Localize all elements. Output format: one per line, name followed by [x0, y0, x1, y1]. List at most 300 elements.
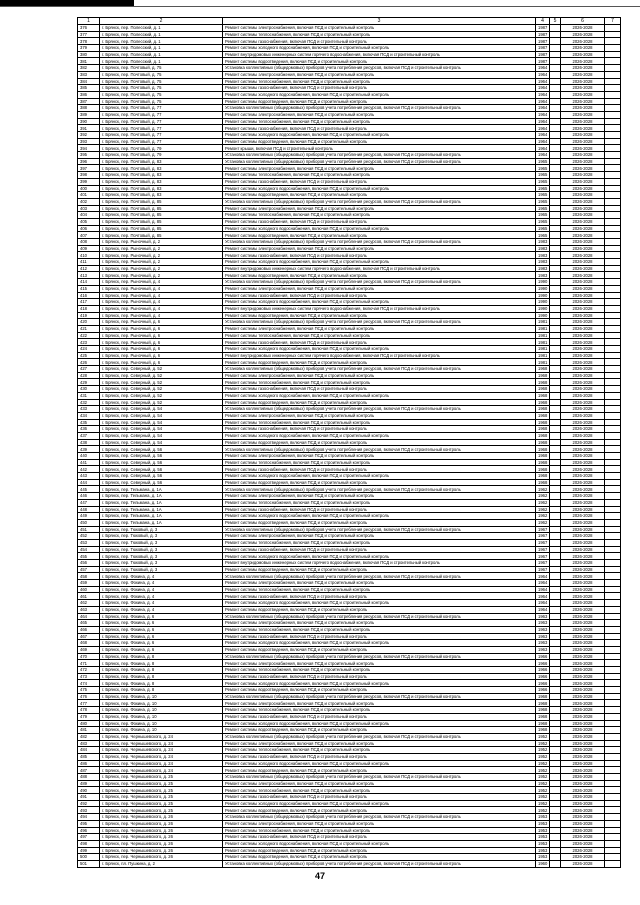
col7-value: [605, 733, 621, 740]
repair-period: 2026-2028: [561, 379, 605, 386]
work-type: Ремонт системы теплоснабжения, включая ПСД и строительный контроль: [223, 419, 536, 426]
row-number: 462: [78, 600, 100, 607]
col7-value: [605, 91, 621, 98]
col5-value: [550, 814, 561, 821]
col5-value: [550, 653, 561, 660]
house-address: г. Брянск, пер. Фокина, д. 4: [100, 580, 223, 587]
row-number: 479: [78, 713, 100, 720]
house-address: г. Брянск, пер. Фокина, д. 10: [100, 713, 223, 720]
table-row: [78, 626, 621, 633]
repair-period: 2026-2028: [561, 519, 605, 526]
page-number: 47: [314, 871, 325, 881]
work-type: Установка коллективных (общедомовых) приборов учета потребления ресурсов, включая ПСД и строительный контроль: [223, 366, 536, 373]
col5-value: [550, 332, 561, 339]
row-number: 417: [78, 299, 100, 306]
repair-period: 2026-2028: [561, 419, 605, 426]
col5-value: [550, 780, 561, 787]
house-address: г. Брянск, пер. Полесский, д. 1: [100, 51, 223, 58]
build-year: 1968: [536, 479, 550, 486]
house-address: г. Брянск, пер. Рыночный, д. 4: [100, 312, 223, 319]
row-number: 471: [78, 660, 100, 667]
house-address: г. Брянск, пер. Почтовый, д. 75: [100, 98, 223, 105]
col5-value: [550, 91, 561, 98]
build-year: 1964: [536, 606, 550, 613]
house-address: г. Брянск, пер. Почтовый, д. 85: [100, 205, 223, 212]
row-number: 385: [78, 85, 100, 92]
house-address: г. Брянск, пер. Полесский, д. 1: [100, 25, 223, 32]
col5-value: [550, 707, 561, 714]
repair-period: 2026-2028: [561, 840, 605, 847]
capital-repair-table: [77, 17, 621, 868]
house-address: г. Брянск, пер. Северный, д. 54: [100, 439, 223, 446]
col7-value: [605, 606, 621, 613]
repair-period: 2026-2028: [561, 673, 605, 680]
table-row: [78, 71, 621, 78]
table-row: [78, 613, 621, 620]
house-address: г. Брянск, пер. Фокина, д. 6: [100, 646, 223, 653]
house-address: г. Брянск, пер. Тюковый, д. 3: [100, 526, 223, 533]
table-row: [78, 600, 621, 607]
col5-value: [550, 820, 561, 827]
work-type: Ремонт системы электроснабжения, включая ПСД и строительный контроль: [223, 372, 536, 379]
repair-period: 2026-2028: [561, 560, 605, 567]
repair-period: 2026-2028: [561, 633, 605, 640]
house-address: г. Брянск, пер. Фокина, д. 4: [100, 586, 223, 593]
build-year: 1964: [536, 132, 550, 139]
row-number: 397: [78, 165, 100, 172]
col5-value: [550, 118, 561, 125]
col5-value: [550, 753, 561, 760]
col5-value: [550, 346, 561, 353]
build-year: 1967: [536, 546, 550, 553]
row-number: 467: [78, 633, 100, 640]
repair-period: 2026-2028: [561, 767, 605, 774]
build-year: 1965: [536, 218, 550, 225]
repair-period: 2026-2028: [561, 787, 605, 794]
col-header-6: 6: [561, 18, 605, 25]
build-year: 1983: [536, 272, 550, 279]
row-number: 403: [78, 205, 100, 212]
row-number: 481: [78, 727, 100, 734]
build-year: 1965: [536, 172, 550, 179]
build-year: 1962: [536, 486, 550, 493]
work-type: Ремонт системы электроснабжения, включая ПСД и строительный контроль: [223, 493, 536, 500]
build-year: 1964: [536, 85, 550, 92]
col5-value: [550, 285, 561, 292]
col5-value: [550, 733, 561, 740]
build-year: 1952: [536, 767, 550, 774]
col5-value: [550, 138, 561, 145]
col5-value: [550, 372, 561, 379]
work-type: Ремонт системы газоснабжения, включая ПСД и строительный контроль: [223, 178, 536, 185]
table-row: [78, 767, 621, 774]
col7-value: [605, 720, 621, 727]
house-address: г. Брянск, пер. Северный, д. 54: [100, 412, 223, 419]
row-number: 430: [78, 386, 100, 393]
repair-period: 2026-2028: [561, 111, 605, 118]
table-row: [78, 753, 621, 760]
row-number: 432: [78, 399, 100, 406]
col7-value: [605, 519, 621, 526]
work-type: Установка коллективных (общедомовых) приборов учета потребления ресурсов, включая ПСД и строительный контроль: [223, 198, 536, 205]
house-address: г. Брянск, пер. Рыночный, д. 4: [100, 305, 223, 312]
build-year: 1983: [536, 245, 550, 252]
house-address: г. Брянск, пер. Северный, д. 54: [100, 419, 223, 426]
col7-value: [605, 145, 621, 152]
work-type: Ремонт системы теплоснабжения, включая ПСД и строительный контроль: [223, 586, 536, 593]
col5-value: [550, 840, 561, 847]
work-type: Ремонт системы водоотведения, включая ПСД и строительный контроль: [223, 479, 536, 486]
table-row: [78, 339, 621, 346]
row-number: 492: [78, 800, 100, 807]
row-number: 411: [78, 259, 100, 266]
build-year: 1968: [536, 432, 550, 439]
col5-value: [550, 85, 561, 92]
col5-value: [550, 713, 561, 720]
row-number: 408: [78, 239, 100, 246]
work-type: Установка коллективных (общедомовых) приборов учета потребления ресурсов, включая ПСД и строительный контроль: [223, 693, 536, 700]
build-year: 1952: [536, 787, 550, 794]
row-number: 448: [78, 506, 100, 513]
col7-value: [605, 239, 621, 246]
row-number: 487: [78, 767, 100, 774]
work-type: Ремонт системы холодного водоснабжения, включая ПСД и строительный контроль: [223, 680, 536, 687]
repair-period: 2026-2028: [561, 834, 605, 841]
row-number: 478: [78, 707, 100, 714]
table-row: [78, 132, 621, 139]
build-year: 1952: [536, 760, 550, 767]
row-number: 457: [78, 566, 100, 573]
repair-period: 2026-2028: [561, 252, 605, 259]
col5-value: [550, 600, 561, 607]
col5-value: [550, 720, 561, 727]
col5-value: [550, 586, 561, 593]
col7-value: [605, 439, 621, 446]
row-number: 427: [78, 366, 100, 373]
work-type: Ремонт системы теплоснабжения, включая ПСД и строительный контроль: [223, 499, 536, 506]
build-year: 1952: [536, 780, 550, 787]
build-year: 1952: [536, 800, 550, 807]
house-address: г. Брянск, пер. Полесский, д. 1: [100, 38, 223, 45]
repair-period: 2026-2028: [561, 346, 605, 353]
table-row: [78, 426, 621, 433]
table-row: [78, 105, 621, 112]
row-number: 415: [78, 285, 100, 292]
repair-period: 2026-2028: [561, 473, 605, 480]
house-address: г. Брянск, пер. Рыночный, д. 6: [100, 339, 223, 346]
work-type: Ремонт системы водоотведения, включая ПСД и строительный контроль: [223, 727, 536, 734]
repair-period: 2026-2028: [561, 158, 605, 165]
col7-value: [605, 185, 621, 192]
row-number: 433: [78, 406, 100, 413]
table-row: [78, 787, 621, 794]
work-type: Ремонт системы электроснабжения, включая ПСД и строительный контроль: [223, 580, 536, 587]
house-address: г. Брянск, пер. Северный, д. 52: [100, 372, 223, 379]
house-address: г. Брянск, пер. Чернышевского, д. 24: [100, 740, 223, 747]
table-row: [78, 392, 621, 399]
house-address: г. Брянск, пер. Рыночный, д. 6: [100, 352, 223, 359]
work-type: Ремонт системы электроснабжения, включая ПСД и строительный контроль: [223, 205, 536, 212]
work-type: Ремонт системы электроснабжения, включая ПСД и строительный контроль: [223, 285, 536, 292]
col7-value: [605, 265, 621, 272]
col7-value: [605, 499, 621, 506]
row-number: 398: [78, 172, 100, 179]
table-row: [78, 473, 621, 480]
house-address: г. Брянск, пер. Почтовый, д. 83: [100, 172, 223, 179]
table-row: [78, 854, 621, 861]
build-year: 1968: [536, 386, 550, 393]
col5-value: [550, 359, 561, 366]
row-number: 453: [78, 539, 100, 546]
work-type: Ремонт системы газоснабжения, включая ПСД и строительный контроль: [223, 426, 536, 433]
repair-period: 2026-2028: [561, 125, 605, 132]
col5-value: [550, 165, 561, 172]
row-number: 484: [78, 747, 100, 754]
work-type: Ремонт системы холодного водоснабжения, включая ПСД и строительный контроль: [223, 760, 536, 767]
row-number: 409: [78, 245, 100, 252]
repair-period: 2026-2028: [561, 386, 605, 393]
col7-value: [605, 780, 621, 787]
work-type: Ремонт крыши, включая ПСД и строительный контроль: [223, 145, 536, 152]
house-address: г. Брянск, пер. Рыночный, д. 6: [100, 346, 223, 353]
repair-period: 2026-2028: [561, 753, 605, 760]
build-year: 1965: [536, 165, 550, 172]
col5-value: [550, 693, 561, 700]
col5-value: [550, 45, 561, 52]
col5-value: [550, 419, 561, 426]
repair-period: 2026-2028: [561, 760, 605, 767]
build-year: 1968: [536, 453, 550, 460]
work-type: Ремонт системы водоотведения, включая ПСД и строительный контроль: [223, 687, 536, 694]
col5-value: [550, 192, 561, 199]
row-number: 414: [78, 279, 100, 286]
house-address: г. Брянск, пер. Северный, д. 52: [100, 392, 223, 399]
table-row: [78, 419, 621, 426]
row-number: 465: [78, 620, 100, 627]
work-type: Ремонт системы теплоснабжения, включая ПСД и строительный контроль: [223, 379, 536, 386]
col5-value: [550, 774, 561, 781]
col7-value: [605, 787, 621, 794]
table-row: [78, 45, 621, 52]
table-row: [78, 453, 621, 460]
repair-period: 2026-2028: [561, 700, 605, 707]
house-address: г. Брянск, пер. Рыночный, д. 6: [100, 319, 223, 326]
repair-period: 2026-2028: [561, 693, 605, 700]
table-row: [78, 379, 621, 386]
repair-period: 2026-2028: [561, 479, 605, 486]
build-year: 1966: [536, 680, 550, 687]
table-row: [78, 747, 621, 754]
house-address: г. Брянск, пер. Фокина, д. 8: [100, 673, 223, 680]
repair-period: 2026-2028: [561, 265, 605, 272]
house-address: г. Брянск, пер. Тельмана, д. 1А: [100, 519, 223, 526]
row-number: 419: [78, 312, 100, 319]
build-year: 1962: [536, 513, 550, 520]
col5-value: [550, 760, 561, 767]
build-year: 1964: [536, 118, 550, 125]
col5-value: [550, 439, 561, 446]
house-address: г. Брянск, пер. Рыночный, д. 4: [100, 292, 223, 299]
work-type: Ремонт системы водоотведения, включая ПСД и строительный контроль: [223, 767, 536, 774]
work-type: Ремонт системы холодного водоснабжения, включая ПСД и строительный контроль: [223, 392, 536, 399]
col5-value: [550, 31, 561, 38]
col7-value: [605, 198, 621, 205]
build-year: 1962: [536, 506, 550, 513]
work-type: Ремонт системы водоотведения, включая ПСД и строительный контроль: [223, 399, 536, 406]
work-type: Ремонт системы теплоснабжения, включая ПСД и строительный контроль: [223, 667, 536, 674]
row-number: 383: [78, 71, 100, 78]
row-number: 486: [78, 760, 100, 767]
work-type: Ремонт системы водоотведения, включая ПСД и строительный контроль: [223, 566, 536, 573]
build-year: 1968: [536, 372, 550, 379]
table-row: [78, 526, 621, 533]
build-year: 1981: [536, 346, 550, 353]
col7-value: [605, 118, 621, 125]
repair-period: 2026-2028: [561, 774, 605, 781]
work-type: Ремонт системы электроснабжения, включая ПСД и строительный контроль: [223, 620, 536, 627]
house-address: г. Брянск, пер. Чернышевского, д. 26: [100, 840, 223, 847]
build-year: 1953: [536, 854, 550, 861]
col7-value: [605, 285, 621, 292]
col7-value: [605, 800, 621, 807]
house-address: г. Брянск, пер. Почтовый, д. 77: [100, 105, 223, 112]
table-row: [78, 486, 621, 493]
col7-value: [605, 653, 621, 660]
row-number: 455: [78, 553, 100, 560]
col7-value: [605, 259, 621, 266]
table-row: [78, 185, 621, 192]
col7-value: [605, 847, 621, 854]
repair-period: 2026-2028: [561, 820, 605, 827]
col7-value: [605, 860, 621, 867]
build-year: 1981: [536, 339, 550, 346]
col5-value: [550, 593, 561, 600]
col5-value: [550, 98, 561, 105]
build-year: 1962: [536, 493, 550, 500]
work-type: Ремонт внутридомовых инженерных систем горячего водоснабжения, включая ПСД и строительный контроль: [223, 265, 536, 272]
row-number: 388: [78, 105, 100, 112]
col5-value: [550, 613, 561, 620]
work-type: Ремонт системы газоснабжения, включая ПСД и строительный контроль: [223, 38, 536, 45]
work-type: Ремонт системы газоснабжения, включая ПСД и строительный контроль: [223, 753, 536, 760]
build-year: 1990: [536, 299, 550, 306]
build-year: 1953: [536, 834, 550, 841]
table-row: [78, 158, 621, 165]
table-row: [78, 840, 621, 847]
col7-value: [605, 727, 621, 734]
work-type: Ремонт системы теплоснабжения, включая ПСД и строительный контроль: [223, 459, 536, 466]
build-year: 1965: [536, 178, 550, 185]
build-year: 1968: [536, 379, 550, 386]
repair-period: 2026-2028: [561, 292, 605, 299]
col7-value: [605, 687, 621, 694]
row-number: 437: [78, 432, 100, 439]
table-row: [78, 205, 621, 212]
house-address: г. Брянск, пер. Фокина, д. 10: [100, 693, 223, 700]
repair-period: 2026-2028: [561, 680, 605, 687]
house-address: г. Брянск, пер. Тюковый, д. 3: [100, 539, 223, 546]
house-address: г. Брянск, пер. Почтовый, д. 85: [100, 198, 223, 205]
row-number: 459: [78, 580, 100, 587]
work-type: Установка коллективных (общедомовых) приборов учета потребления ресурсов, включая ПСД и строительный контроль: [223, 526, 536, 533]
row-number: 496: [78, 827, 100, 834]
house-address: г. Брянск, пер. Чернышевского, д. 25: [100, 807, 223, 814]
col5-value: [550, 667, 561, 674]
col7-value: [605, 125, 621, 132]
repair-period: 2026-2028: [561, 31, 605, 38]
repair-period: 2026-2028: [561, 245, 605, 252]
build-year: 1990: [536, 312, 550, 319]
work-type: Ремонт системы холодного водоснабжения, включая ПСД и строительный контроль: [223, 800, 536, 807]
col5-value: [550, 573, 561, 580]
col5-value: [550, 673, 561, 680]
table-row: [78, 346, 621, 353]
col7-value: [605, 453, 621, 460]
work-type: Ремонт системы газоснабжения, включая ПСД и строительный контроль: [223, 252, 536, 259]
col5-value: [550, 379, 561, 386]
house-address: г. Брянск, пер. Рыночный, д. 2: [100, 272, 223, 279]
row-number: 438: [78, 439, 100, 446]
repair-period: 2026-2028: [561, 105, 605, 112]
repair-period: 2026-2028: [561, 312, 605, 319]
table-row: [78, 446, 621, 453]
build-year: 1966: [536, 667, 550, 674]
table-row: [78, 580, 621, 587]
table-row: [78, 519, 621, 526]
repair-period: 2026-2028: [561, 178, 605, 185]
build-year: 1987: [536, 25, 550, 32]
repair-period: 2026-2028: [561, 513, 605, 520]
repair-period: 2026-2028: [561, 720, 605, 727]
table-row: [78, 479, 621, 486]
build-year: 1981: [536, 325, 550, 332]
table-row: [78, 65, 621, 72]
col5-value: [550, 239, 561, 246]
work-type: Ремонт системы водоотведения, включая ПСД и строительный контроль: [223, 854, 536, 861]
col5-value: [550, 158, 561, 165]
work-type: Ремонт системы газоснабжения, включая ПСД и строительный контроль: [223, 673, 536, 680]
col5-value: [550, 539, 561, 546]
table-row: [78, 366, 621, 373]
table-row: [78, 606, 621, 613]
row-number: 396: [78, 158, 100, 165]
table-row: [78, 539, 621, 546]
repair-period: 2026-2028: [561, 814, 605, 821]
work-type: Ремонт системы холодного водоснабжения, включая ПСД и строительный контроль: [223, 640, 536, 647]
repair-period: 2026-2028: [561, 259, 605, 266]
row-number: 452: [78, 533, 100, 540]
row-number: 500: [78, 854, 100, 861]
house-address: г. Брянск, пер. Почтовый, д. 79: [100, 152, 223, 159]
build-year: 1968: [536, 693, 550, 700]
repair-period: 2026-2028: [561, 439, 605, 446]
row-number: 480: [78, 720, 100, 727]
repair-period: 2026-2028: [561, 165, 605, 172]
repair-period: 2026-2028: [561, 573, 605, 580]
col7-value: [605, 432, 621, 439]
col5-value: [550, 459, 561, 466]
build-year: 1963: [536, 646, 550, 653]
col7-value: [605, 707, 621, 714]
work-type: Ремонт системы электроснабжения, включая ПСД и строительный контроль: [223, 700, 536, 707]
table-row: [78, 125, 621, 132]
table-row: [78, 432, 621, 439]
col7-value: [605, 392, 621, 399]
table-row: [78, 279, 621, 286]
work-type: Ремонт системы газоснабжения, включая ПСД и строительный контроль: [223, 466, 536, 473]
house-address: г. Брянск, пер. Северный, д. 56: [100, 453, 223, 460]
build-year: 1962: [536, 519, 550, 526]
